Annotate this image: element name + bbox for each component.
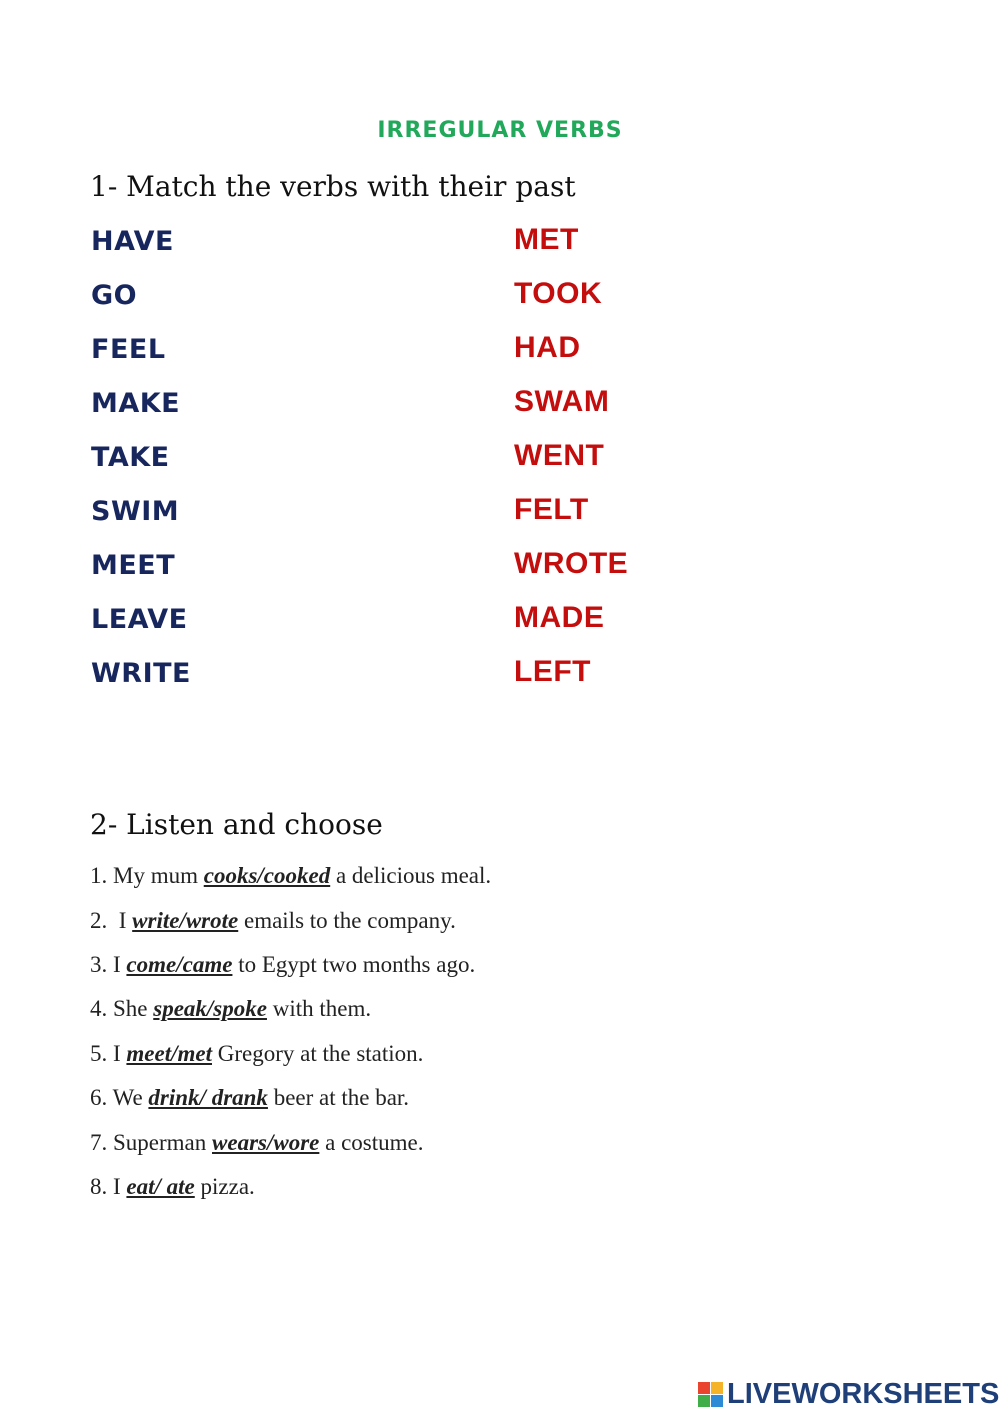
sentence <box>90 952 475 978</box>
sentence-start: 7. Superman <box>90 1130 213 1155</box>
past-verb[interactable]: MET <box>514 223 579 256</box>
past-verb[interactable]: LEFT <box>514 655 591 688</box>
answer-choice[interactable]: speak/spoke <box>153 996 267 1021</box>
sentence-end: a delicious meal. <box>330 863 492 888</box>
base-verb[interactable]: TAKE <box>91 442 170 473</box>
logo-square <box>711 1395 723 1407</box>
sentence <box>90 863 491 889</box>
liveworksheets-logo-icon <box>698 1382 723 1407</box>
sentence <box>90 996 371 1022</box>
past-verb[interactable]: SWAM <box>514 385 610 418</box>
section2-heading: 2- Listen and choose <box>90 808 383 841</box>
sentence-end: Gregory at the station. <box>212 1041 424 1066</box>
sentence <box>90 1130 423 1156</box>
past-verb[interactable]: FELT <box>514 493 589 526</box>
section1-heading: 1- Match the verbs with their past <box>90 170 576 203</box>
logo-text: LIVEWORKSHEETS <box>727 1377 1000 1410</box>
sentence-end: with them. <box>266 996 372 1021</box>
sentence-end: beer at the bar. <box>267 1085 410 1110</box>
sentence-start: 4. She <box>90 996 154 1021</box>
sentence <box>90 1041 423 1067</box>
base-verb[interactable]: SWIM <box>91 496 180 527</box>
base-verb[interactable]: MAKE <box>91 388 181 419</box>
base-verb[interactable]: MEET <box>91 550 176 581</box>
past-verb[interactable]: MADE <box>514 601 605 634</box>
past-verb[interactable]: WROTE <box>514 547 629 580</box>
answer-choice[interactable]: meet/met <box>126 1041 212 1066</box>
logo-square <box>711 1382 723 1394</box>
base-verb[interactable]: HAVE <box>91 226 174 257</box>
answer-choice[interactable]: eat/ ate <box>126 1174 195 1199</box>
past-verb[interactable]: TOOK <box>514 277 603 310</box>
base-verb[interactable]: WRITE <box>91 658 191 689</box>
sentence-start: 2. I <box>90 908 133 933</box>
base-verb[interactable]: GO <box>91 280 138 311</box>
sentence <box>90 1174 255 1200</box>
sentence-end: pizza. <box>194 1174 255 1199</box>
sentence-start: 1. My mum <box>90 863 204 888</box>
liveworksheets-logo <box>698 1377 999 1411</box>
answer-choice[interactable]: come/came <box>126 952 233 977</box>
sentence <box>90 1085 409 1111</box>
worksheet-title: IRREGULAR VERBS <box>377 118 623 143</box>
sentence-end: a costume. <box>319 1130 424 1155</box>
logo-square <box>698 1395 710 1407</box>
answer-choice[interactable]: drink/ drank <box>148 1085 268 1110</box>
answer-choice[interactable]: cooks/cooked <box>203 863 331 888</box>
sentence-start: 8. I <box>90 1174 127 1199</box>
answer-choice[interactable]: write/wrote <box>132 908 239 933</box>
sentence-end: to Egypt two months ago. <box>232 952 476 977</box>
sentence-end: emails to the company. <box>238 908 456 933</box>
past-verb[interactable]: WENT <box>514 439 605 472</box>
sentence-start: 5. I <box>90 1041 127 1066</box>
logo-square <box>698 1382 710 1394</box>
past-verb[interactable]: HAD <box>514 331 581 364</box>
sentence-start: 6. We <box>90 1085 149 1110</box>
answer-choice[interactable]: wears/wore <box>212 1130 320 1155</box>
sentence-start: 3. I <box>90 952 127 977</box>
base-verb[interactable]: LEAVE <box>91 604 188 635</box>
sentence <box>90 908 456 934</box>
base-verb[interactable]: FEEL <box>91 334 166 365</box>
